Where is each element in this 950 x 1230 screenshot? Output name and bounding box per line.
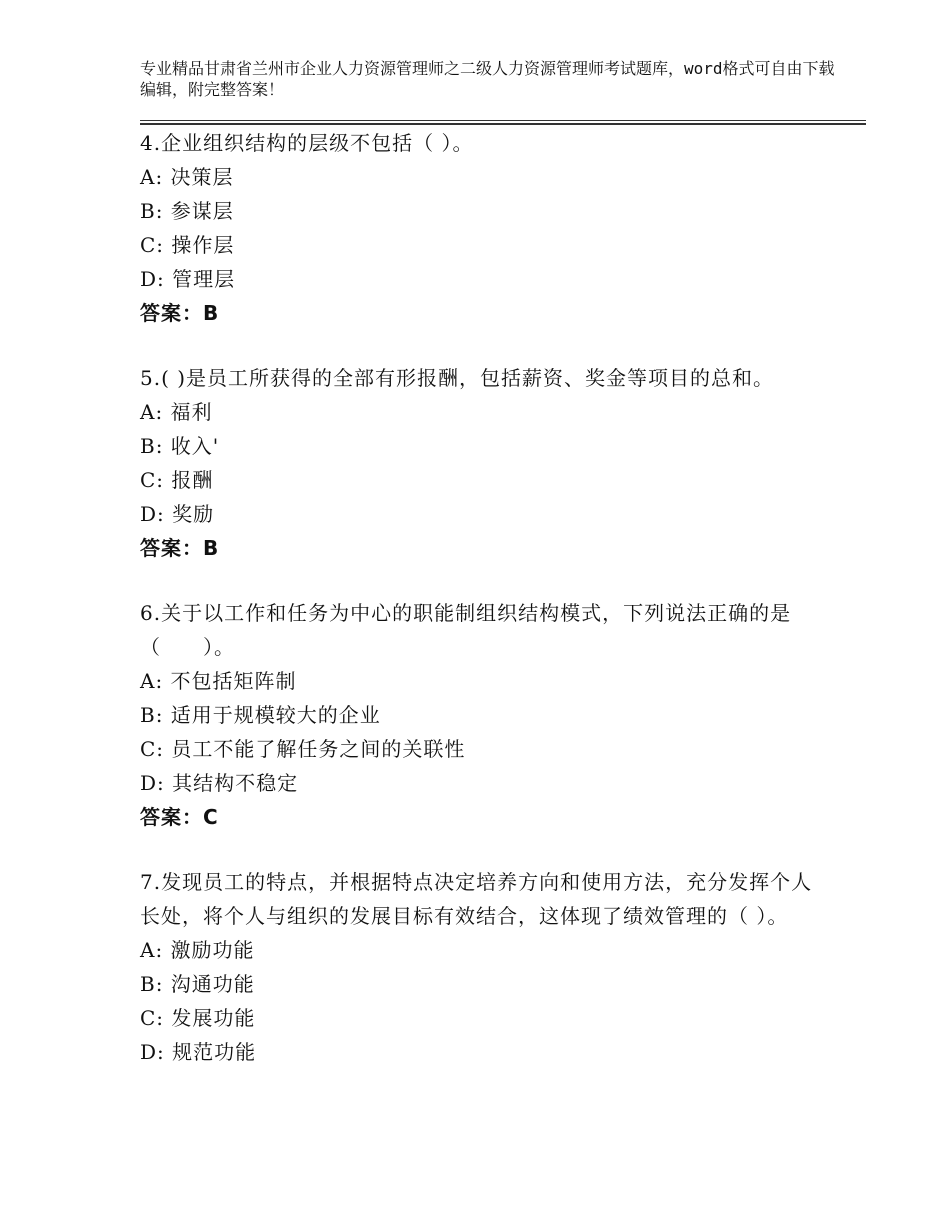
option-d: D: 管理层 bbox=[140, 267, 236, 291]
question-stem: 5.( )是员工所获得的全部有形报酬，包括薪资、奖金等项目的总和。 bbox=[140, 366, 775, 390]
question-4 bbox=[140, 126, 820, 330]
option-a: A: 决策层 bbox=[140, 165, 234, 189]
answer: 答案：C bbox=[140, 805, 219, 829]
question-stem: 7.发现员工的特点，并根据特点决定培养方向和使用方法，充分发挥个人长处，将个人与组织的发展目标有效结合，这体现了绩效管理的（ ）。 bbox=[140, 870, 813, 928]
question-7 bbox=[140, 865, 820, 1069]
option-d: D: 奖励 bbox=[140, 502, 215, 526]
option-b: B: 参谋层 bbox=[140, 199, 234, 223]
question-stem: 4.企业组织结构的层级不包括（ ）。 bbox=[140, 131, 474, 155]
option-d: D: 其结构不稳定 bbox=[140, 771, 299, 795]
option-c: C: 员工不能了解任务之间的关联性 bbox=[140, 737, 466, 761]
option-a: A: 不包括矩阵制 bbox=[140, 669, 297, 693]
option-b: B: 收入' bbox=[140, 434, 220, 458]
question-5 bbox=[140, 361, 820, 565]
question-list bbox=[140, 126, 820, 1100]
option-b: B: 沟通功能 bbox=[140, 972, 255, 996]
question-stem: 6.关于以工作和任务为中心的职能制组织结构模式，下列说法正确的是（ ）。 bbox=[140, 601, 792, 659]
option-a: A: 福利 bbox=[140, 400, 213, 424]
option-c: C: 操作层 bbox=[140, 233, 235, 257]
option-a: A: 激励功能 bbox=[140, 938, 255, 962]
header-divider bbox=[140, 120, 866, 125]
option-b: B: 适用于规模较大的企业 bbox=[140, 703, 381, 727]
option-c: C: 发展功能 bbox=[140, 1006, 256, 1030]
answer: 答案：B bbox=[140, 301, 220, 325]
option-d: D: 规范功能 bbox=[140, 1040, 257, 1064]
question-6 bbox=[140, 596, 820, 834]
header-title: 专业精品甘肃省兰州市企业人力资源管理师之二级人力资源管理师考试题库，word格式可自由下载编辑，附完整答案！ bbox=[140, 59, 835, 99]
option-c: C: 报酬 bbox=[140, 468, 214, 492]
document-header bbox=[140, 58, 840, 100]
answer: 答案：B bbox=[140, 536, 220, 560]
